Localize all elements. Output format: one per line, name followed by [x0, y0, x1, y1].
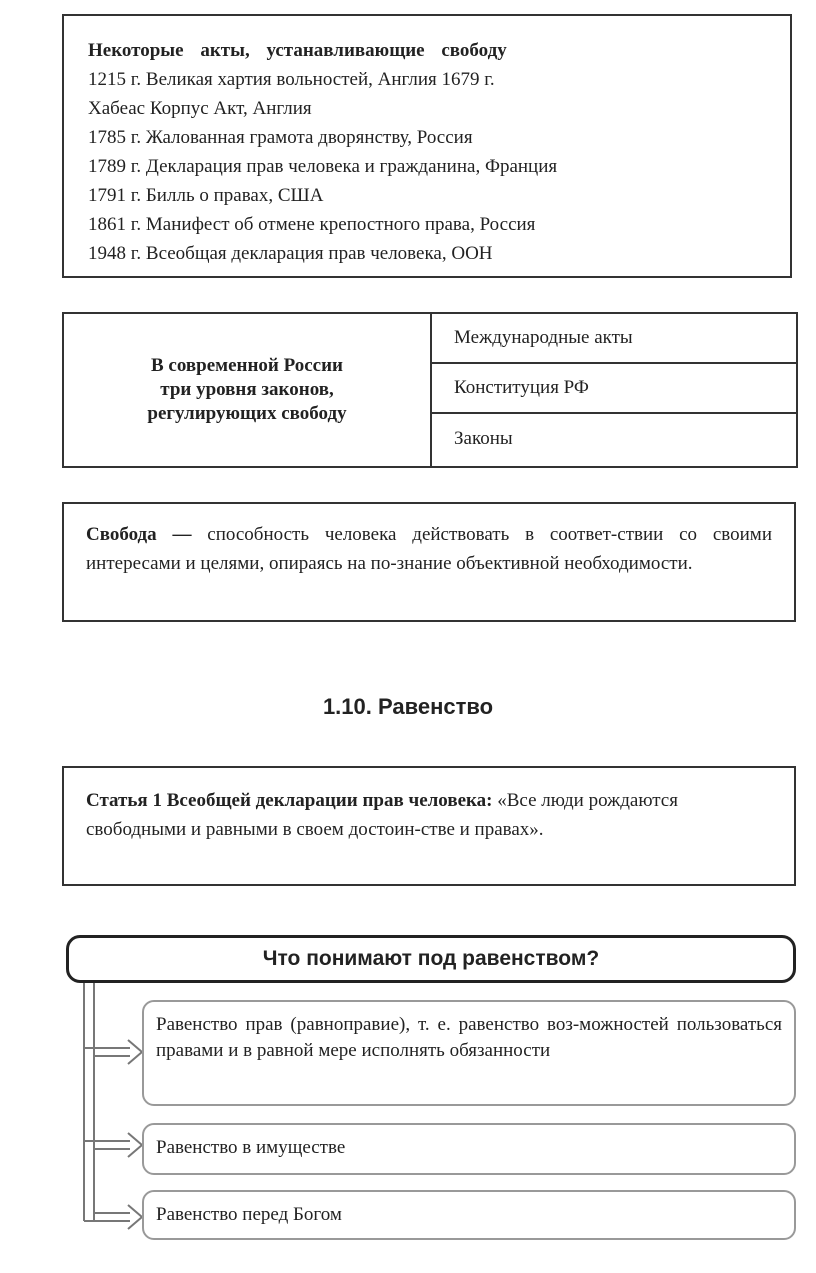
- law-levels-title-line: три уровня законов,: [160, 379, 334, 400]
- arrow-icon: [128, 1040, 142, 1064]
- arrow-icon: [128, 1133, 142, 1157]
- article-label: Статья 1 Всеобщей декларации прав человека:: [86, 790, 493, 811]
- act-line: 1791 г. Билль о правах, США: [88, 185, 324, 206]
- act-line: 1948 г. Всеобщая декларация прав человека, ООН: [88, 243, 493, 264]
- act-line: 1789 г. Декларация прав человека и гражданина, Франция: [88, 156, 558, 177]
- article-quote: «Все люди рождаются свободными и равными в своем достоин-стве и правах».: [86, 790, 678, 840]
- answer-item: Равенство прав (равноправие), т. е. равенство воз-можностей пользоваться правами и в равной мере исполнять обязанности: [142, 1000, 796, 1106]
- section-title: 1.10. Равенство: [322, 694, 494, 719]
- acts-title: Некоторые акты, устанавливающие свободу: [88, 40, 507, 61]
- act-line: Хабеас Корпус Акт, Англия: [88, 98, 312, 119]
- law-level-item: Конституция РФ: [432, 364, 796, 414]
- arrow-icon: [128, 1205, 142, 1229]
- answer-item: Равенство в имуществе: [142, 1123, 796, 1175]
- law-levels-title-line: регулирующих свободу: [147, 403, 347, 424]
- act-line: 1785 г. Жалованная грамота дворянству, Россия: [88, 127, 473, 148]
- law-level-item: Законы: [454, 428, 513, 449]
- definition-term: Свобода —: [86, 524, 192, 545]
- act-line: 1861 г. Манифест об отмене крепостного права, Россия: [88, 214, 536, 235]
- law-levels-title-line: В современной России: [150, 355, 343, 376]
- law-level-item: Международные акты: [432, 314, 796, 364]
- act-line: 1215 г. Великая хартия вольностей, Англия 1679 г.: [88, 69, 495, 90]
- answer-item: Равенство перед Богом: [142, 1190, 796, 1240]
- question-header: Что понимают под равенством?: [66, 935, 796, 983]
- definition-text: способность человека действовать в соответ-ствии со своими интересами и целями, опираясь на по-знание объективной необходимости.: [86, 524, 772, 574]
